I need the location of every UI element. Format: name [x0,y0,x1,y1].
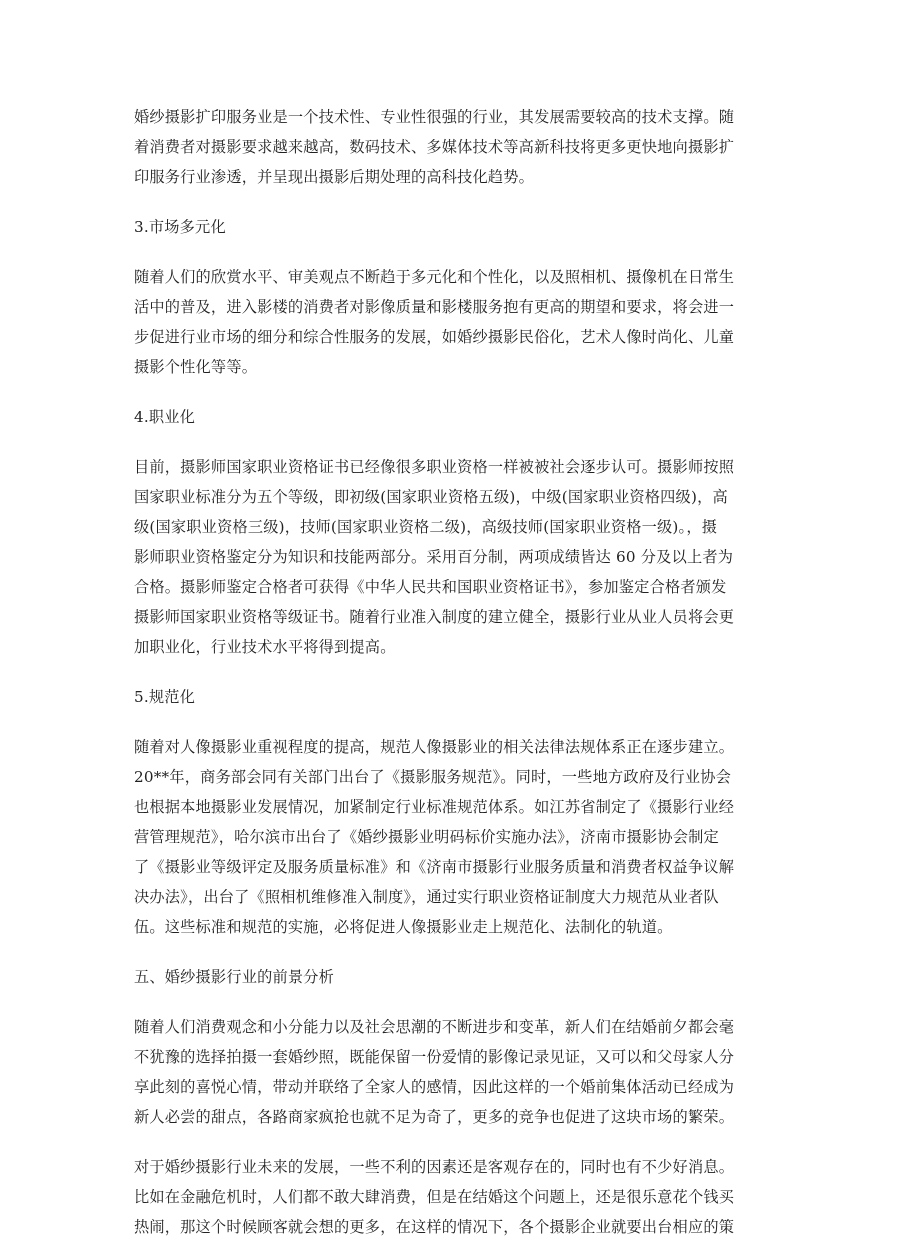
paragraph-line: 摄影个性化等等。 [134,358,258,376]
paragraph-line: 营管理规范》，哈尔滨市出台了《婚纱摄影业明码标价实施办法》，济南市摄影协会制定 [134,828,719,846]
section-heading [134,682,786,712]
paragraph-line: 着消费者对摄影要求越来越高，数码技术、多媒体技术等高新科技将更多更快地向摄影扩 [134,138,735,156]
section-heading [134,212,786,242]
paragraph-line: 决办法》，出台了《照相机维修准入制度》，通过实行职业资格证制度大力规范从业者队 [134,888,719,906]
paragraph [134,1012,786,1132]
paragraph-line: 婚纱摄影扩印服务业是一个技术性、专业性很强的行业，其发展需要较高的技术支撑。随 [134,108,735,126]
paragraph [134,452,786,662]
paragraph-line: 随着人们消费观念和小分能力以及社会思潮的不断进步和变革，新人们在结婚前夕都会毫 [134,1018,735,1036]
paragraph-line: 印服务行业渗透，并呈现出摄影后期处理的高科技化趋势。 [134,168,535,186]
heading-text: 4.职业化 [134,408,196,426]
paragraph-line: 影师职业资格鉴定分为知识和技能两部分。采用百分制，两项成绩皆达 60 分及以上者为 [134,548,734,566]
paragraph-line: 级(国家职业资格三级)，技师(国家职业资格二级)，高级技师(国家职业资格一级)。，摄 [134,518,718,536]
paragraph [134,1152,786,1242]
paragraph-line: 目前，摄影师国家职业资格证书已经像很多职业资格一样被被社会逐步认可。摄影师按照 [134,458,735,476]
paragraph-line: 了《摄影业等级评定及服务质量标准》和《济南市摄影行业服务质量和消费者权益争议解 [134,858,735,876]
paragraph-line: 步促进行业市场的细分和综合性服务的发展，如婚纱摄影民俗化，艺术人像时尚化、儿童 [134,328,735,346]
paragraph-line: 热闹，那这个时候顾客就会想的更多，在这样的情况下，各个摄影企业就要出台相应的策 [134,1218,735,1236]
heading-text: 5.规范化 [134,688,196,706]
paragraph-line: 对于婚纱摄影行业未来的发展，一些不利的因素还是客观存在的，同时也有不少好消息。 [134,1158,735,1176]
paragraph [134,262,786,382]
paragraph-line: 也根据本地摄影业发展情况，加紧制定行业标准规范体系。如江苏省制定了《摄影行业经 [134,798,735,816]
paragraph-line: 享此刻的喜悦心情，带动并联络了全家人的感情，因此这样的一个婚前集体活动已经成为 [134,1078,735,1096]
paragraph-line: 国家职业标准分为五个等级，即初级(国家职业资格五级)，中级(国家职业资格四级)，高 [134,488,728,506]
paragraph-line: 20**年，商务部会同有关部门出台了《摄影服务规范》。同时，一些地方政府及行业协会 [134,768,732,786]
paragraph-line: 随着人们的欣赏水平、审美观点不断趋于多元化和个性化，以及照相机、摄像机在日常生 [134,268,735,286]
paragraph-line: 不犹豫的选择拍摄一套婚纱照，既能保留一份爱情的影像记录见证，又可以和父母家人分 [134,1048,735,1066]
paragraph-line: 伍。这些标准和规范的实施，必将促进人像摄影业走上规范化、法制化的轨道。 [134,918,673,936]
heading-text: 五、婚纱摄影行业的前景分析 [134,968,335,986]
section-heading [134,962,786,992]
paragraph-line: 新人必尝的甜点，各路商家疯抢也就不足为奇了，更多的竞争也促进了这块市场的繁荣。 [134,1108,735,1126]
paragraph-line: 摄影师国家职业资格等级证书。随着行业准入制度的建立健全，摄影行业从业人员将会更 [134,608,735,626]
paragraph-line: 合格。摄影师鉴定合格者可获得《中华人民共和国职业资格证书》，参加鉴定合格者颁发 [134,578,727,596]
paragraph [134,102,786,192]
section-heading [134,402,786,432]
paragraph-line: 比如在金融危机时，人们都不敢大肆消费，但是在结婚这个问题上，还是很乐意花个钱买 [134,1188,735,1206]
paragraph-line: 加职业化，行业技术水平将得到提高。 [134,638,396,656]
document-body [134,102,786,1242]
paragraph [134,732,786,942]
paragraph-line: 活中的普及，进入影楼的消费者对影像质量和影楼服务抱有更高的期望和要求，将会进一 [134,298,735,316]
heading-text: 3.市场多元化 [134,218,226,236]
paragraph-line: 随着对人像摄影业重视程度的提高，规范人像摄影业的相关法律法规体系正在逐步建立。 [134,738,735,756]
